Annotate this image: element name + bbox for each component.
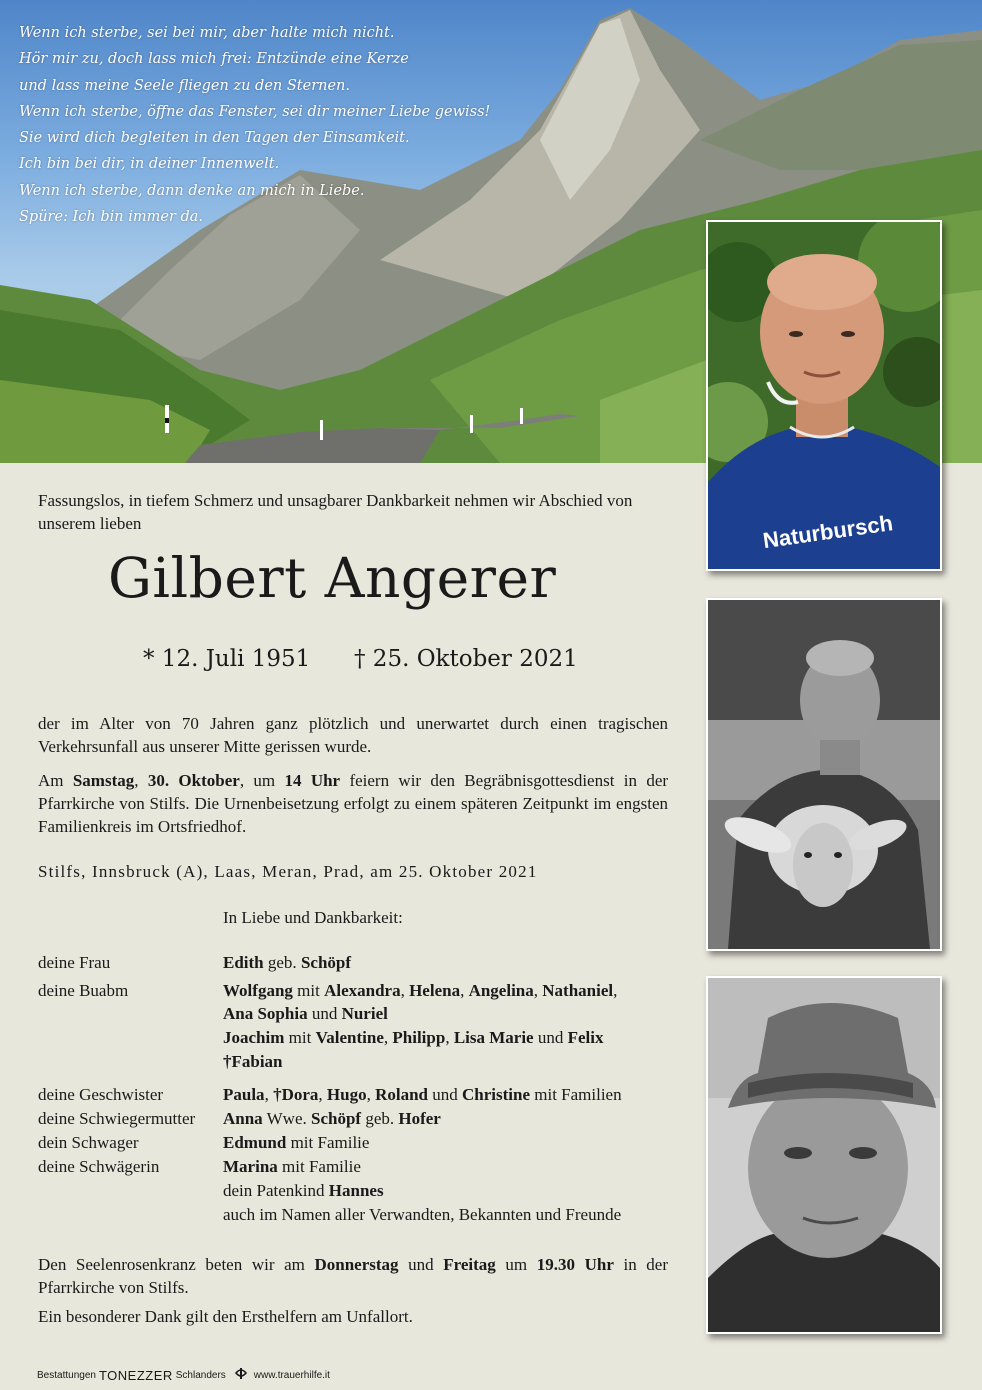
photo-with-sheep — [706, 598, 942, 951]
relative-label: deine Buabm — [38, 981, 129, 1000]
shirt-text: Naturbursch — [761, 510, 895, 554]
relative-names: Joachim mit Valentine, Philipp, Lisa Marie und Felix — [223, 1028, 604, 1047]
special-thanks: Ein besonderer Dank gilt den Ersthelfern am Unfallort. — [38, 1307, 413, 1326]
relative-names: Wolfgang mit Alexandra, Helena, Angelina, Nathaniel, — [223, 981, 618, 1000]
relative-names: Ana Sophia und Nuriel — [223, 1004, 388, 1023]
thanks-heading: In Liebe und Dankbarkeit: — [223, 908, 403, 927]
poem-line: Wenn ich sterbe, sei bei mir, aber halte mich nicht. — [19, 25, 395, 41]
relative-names: †Fabian — [223, 1052, 283, 1071]
poem-line: Wenn ich sterbe, dann denke an mich in Liebe. — [19, 182, 365, 199]
poem-line: und lass meine Seele fliegen zu den Sternen. — [19, 77, 351, 94]
poem-line: Hör mir zu, doch lass mich frei: Entzünde eine Kerze — [19, 51, 409, 68]
relative-names: Edmund mit Familie — [223, 1133, 370, 1152]
funeral-paragraph: Am Samstag, 30. Oktober, um 14 Uhr feiern wir den Begräbnisgottesdienst in der Pfarrkirche von Stilfs. Die Urnenbeisetzung erfolgt zu einem späteren Zeitpunkt im engsten Familienkreis im Ortsfriedhof. — [38, 771, 669, 836]
relative-names: Marina mit Familie — [223, 1157, 361, 1176]
circumstances-paragraph: der im Alter von 70 Jahren ganz plötzlich und unerwartet durch einen tragischen Verkehrsunfall aus unserer Mitte gerissen wurde. — [38, 714, 668, 756]
footer — [37, 1367, 330, 1383]
funeral-home-logo-icon — [234, 1367, 248, 1383]
footer-prefix: Bestattungen — [37, 1369, 96, 1381]
poem-line: Spüre: Ich bin immer da. — [19, 209, 204, 226]
relative-label: deine Schwiegermutter — [38, 1109, 196, 1128]
rosary-paragraph: Den Seelenrosenkranz beten wir am Donnerstag und Freitag um 19.30 Uhr in der Pfarrkirche von Stilfs. — [38, 1255, 669, 1297]
portrait-photo-hat — [706, 976, 942, 1334]
relative-names: Paula, †Dora, Hugo, Roland und Christine mit Familien — [223, 1085, 622, 1104]
relatives-closing-line: auch im Namen aller Verwandten, Bekannten und Freunde — [223, 1205, 622, 1224]
poem — [19, 20, 490, 230]
relative-label: deine Frau — [38, 953, 111, 972]
relative-label: deine Geschwister — [38, 1085, 164, 1104]
death-date: † 25. Oktober 2021 — [354, 646, 578, 672]
relative-names: Edith geb. Schöpf — [223, 953, 352, 972]
poem-line: Ich bin bei dir, in deiner Innenwelt. — [19, 156, 280, 173]
poem-line: Wenn ich sterbe, öffne das Fenster, sei dir meiner Liebe gewiss! — [19, 103, 491, 120]
birth-date: * 12. Juli 1951 — [143, 646, 311, 672]
relative-label: deine Schwägerin — [38, 1157, 160, 1176]
footer-place: Schlanders — [175, 1369, 226, 1381]
portrait-photo-color — [706, 220, 942, 571]
relative-label: dein Schwager — [38, 1133, 139, 1152]
footer-brand: TONEZZER — [98, 1367, 173, 1383]
relative-names: Anna Wwe. Schöpf geb. Hofer — [223, 1109, 441, 1128]
intro-text: Fassungslos, in tiefem Schmerz und unsagbarer Dankbarkeit nehmen wir Abschied von unserem lieben — [38, 491, 633, 533]
places-and-date: Stilfs, Innsbruck (A), Laas, Meran, Prad, am 25. Oktober 2021 — [38, 862, 538, 881]
relative-names: dein Patenkind Hannes — [223, 1181, 384, 1200]
footer-url[interactable]: www.trauerhilfe.it — [253, 1369, 330, 1381]
deceased-name: Gilbert Angerer — [108, 546, 557, 610]
poem-line: Sie wird dich begleiten in den Tagen der Einsamkeit. — [19, 130, 410, 147]
